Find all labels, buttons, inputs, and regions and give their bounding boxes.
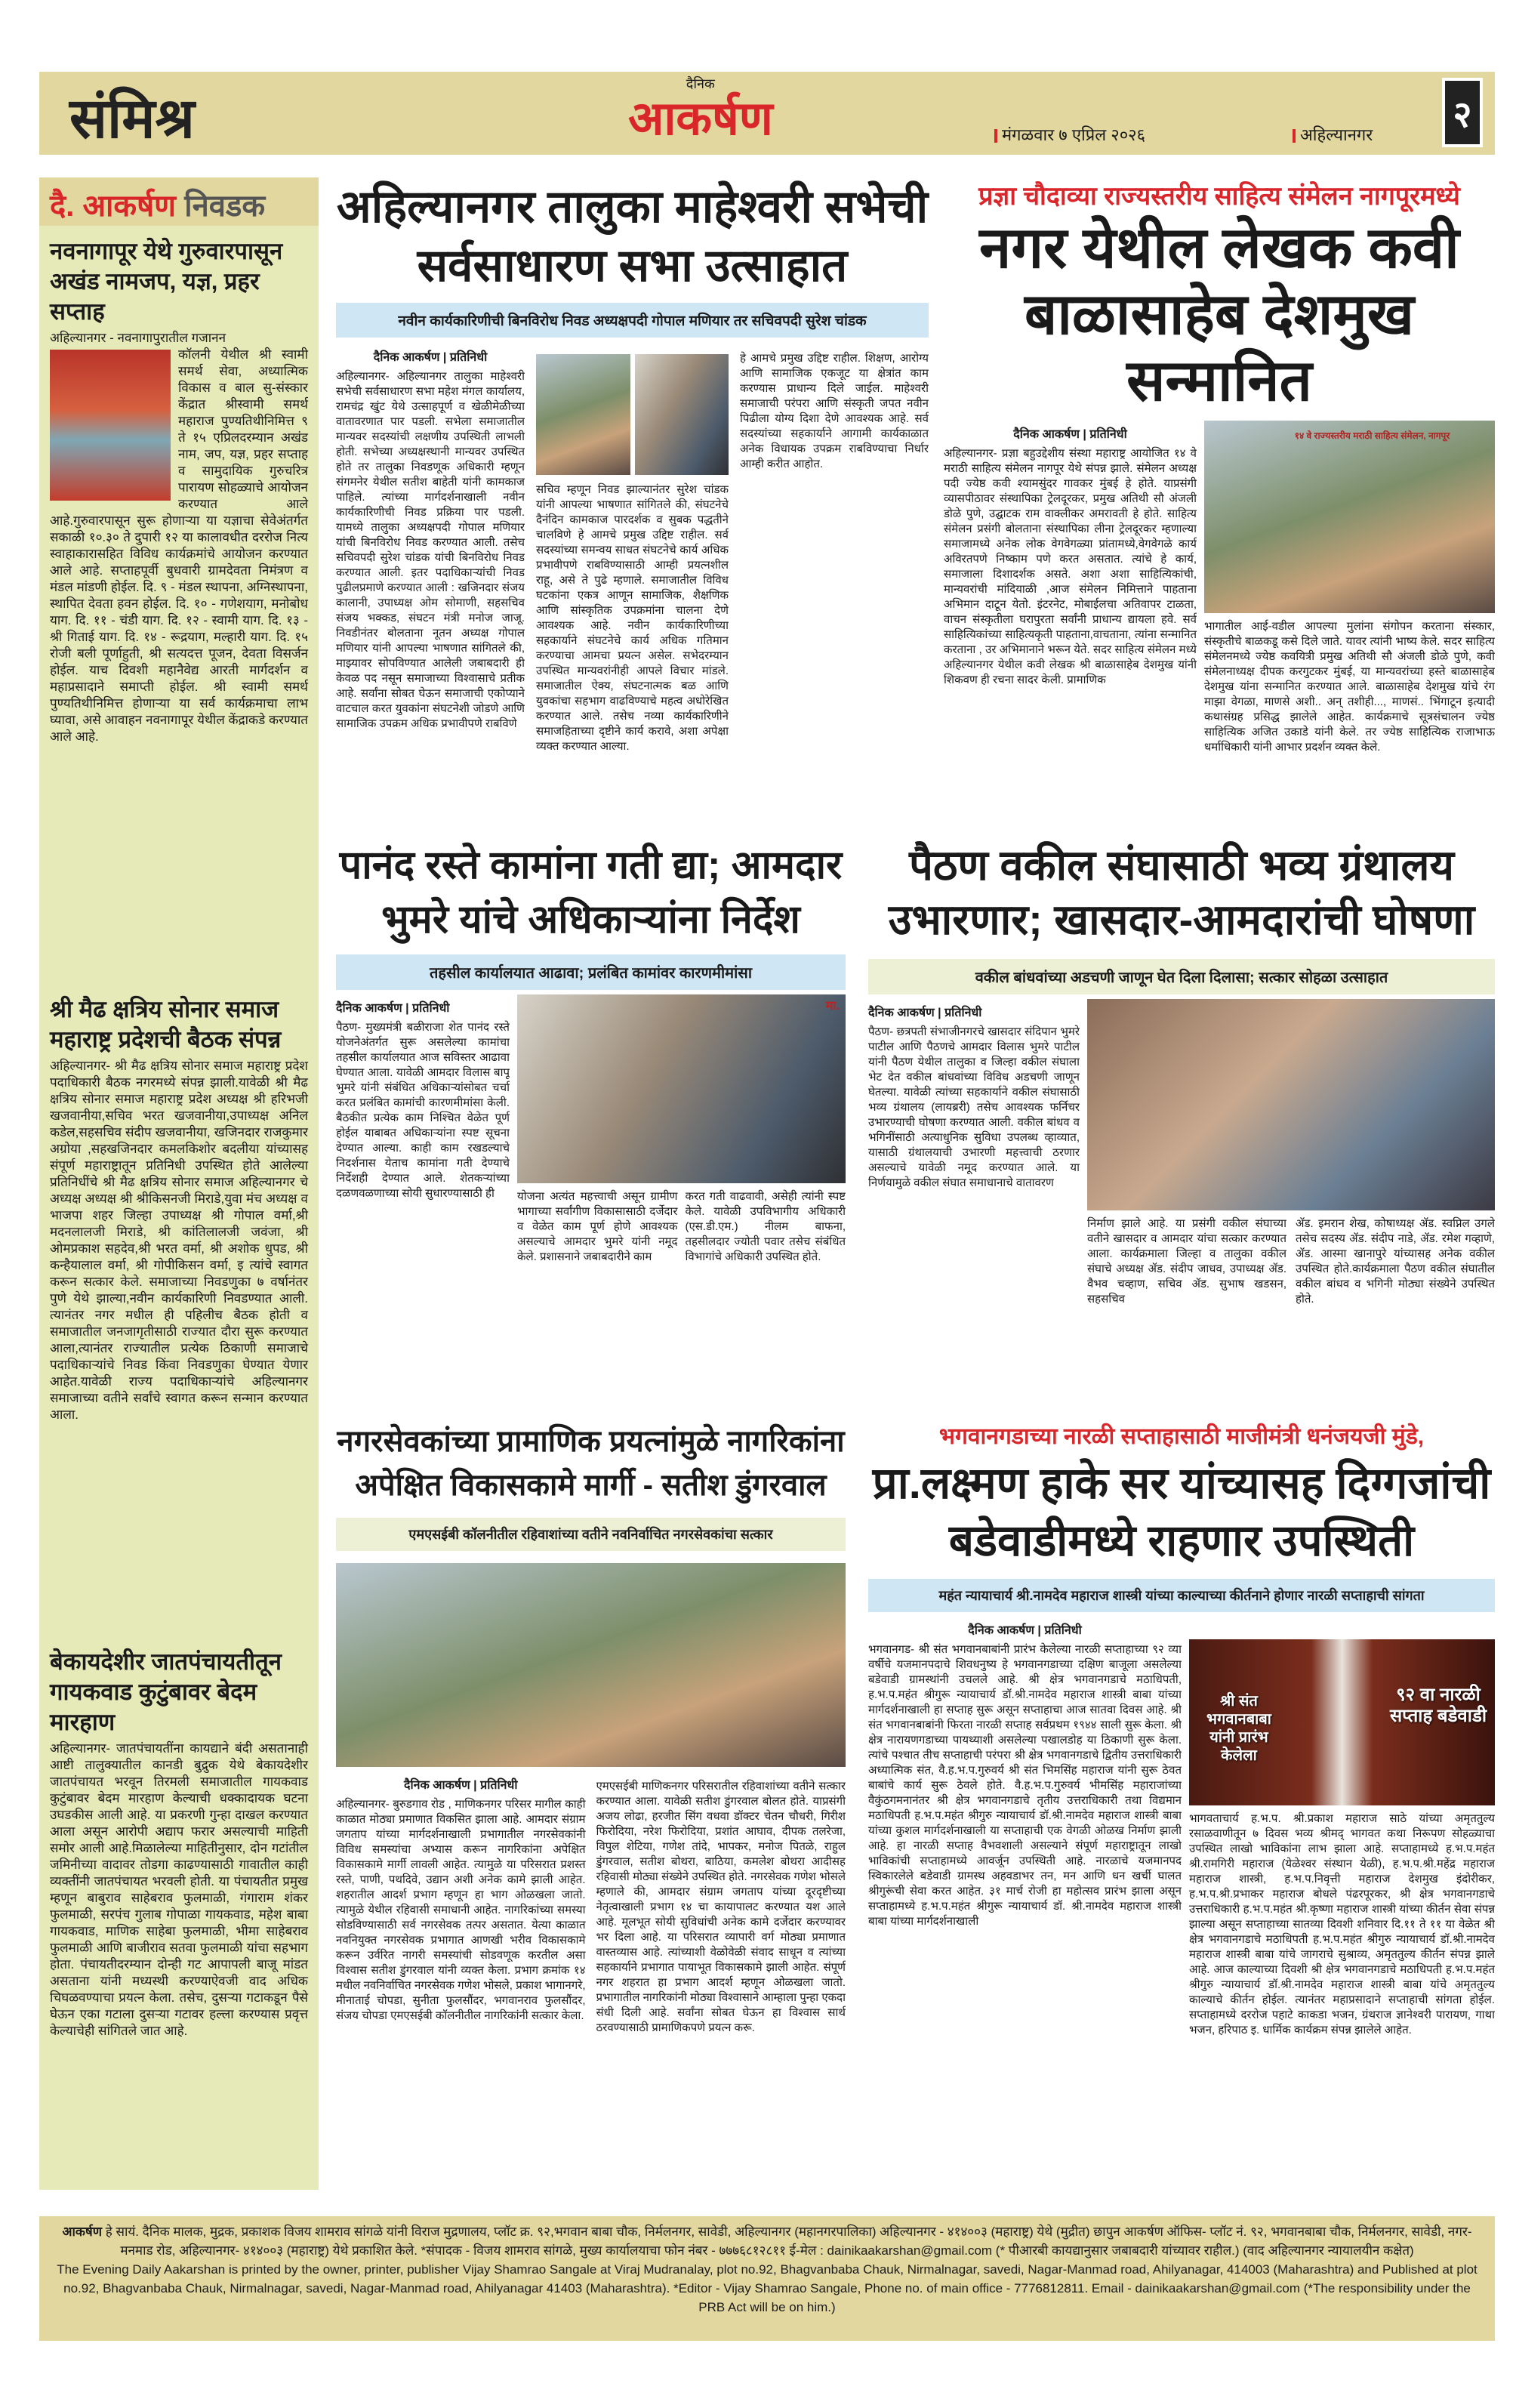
subheadline: तहसील कार्यालयात आढावा; प्रलंबित कामांवर कारणमीमांसा	[336, 954, 846, 990]
body-col-1: अहिल्यानगर- बुरुडगाव रोड , माणिकनगर परिसर मागील काही काळात मोठ्या प्रमाणात विकसित झाला आहे. आमदार संग्राम जगताप यांच्या मार्गदर्शनाखाली प्रभागातील नगरसेवकांनी विविध समस्यांचा अभ्यास करून नागरिकांना अपेक्षित विकासकामे मार्गी लावली आहेत. त्यामुळे या परिसरात प्रशस्त रस्ते, पाणी, पथदिवे, उद्यान अशी अनेक कामे झाली आहेत. शहरातील आदर्श प्रभाग म्हणून हा भाग ओळखला जातो. त्यामुळे येथील रहिवासी समाधानी आहेत. नागरिकांच्या समस्या सोडविण्यासाठी सर्व नगरसेवक तत्पर असतात. येत्या काळात नवनियुक्त नगरसेवक प्रभागात आणखी भरीव विकासकामे करून उर्वरित नागरी समस्यांची सोडवणूक करतील असा विश्वास सतीश डुंगरवाल यांनी व्यक्त केला. प्रभाग क्रमांक १४ मधील नवनिर्वाचित नगरसेवक गणेश भोसले, प्रकाश भागानगरे, मीनाताई चोपडा, सुनीता फुलसौंदर, भगवानराव फुलसौंदर, संजय चोपडा एमएसईबी कॉलनीतील नागरिकांनी सत्कार केला.	[336, 1798, 586, 2022]
headline: प्रा.लक्ष्मण हाके सर यांच्यासह दिग्गजांची बडेवाडीमध्ये राहणार उपस्थिती	[872, 1459, 1491, 1565]
article-paithan-vakil-sangh	[868, 838, 1495, 1397]
group-photo	[336, 1563, 846, 1767]
subheadline: नवीन कार्यकारिणीची बिनविरोध निवड अध्यक्षपदी गोपाल मणियार तर सचिवपदी सुरेश चांडक	[336, 303, 929, 338]
imprint-marathi-text: हे सायं. दैनिक मालक, मुद्रक, प्रकाशक विजय शामराव सांगळे यांनी विराज मुद्रणालय, प्लॉट क्र. ९२,भगवान बाबा चौक, निर्मलनगर, सावेडी, अहिल्यानगर (महानगरपालिका) अहिल्यानगर - ४१४००३ (महाराष्ट्र) येथे (मुद्रीत) छापुन आकर्षण ऑफिस- प्लॉट नं. ९२, भगवानबाबा चौक, निर्मलनगर, सावेडी, नगर-मनमाड रोड, अहिल्यानगर- ४१४००३ (महाराष्ट्र) येथे प्रकाशित केले. *संपादक - विजय शामराव सांगळे, मुख्य कार्यालयाचा फोन नंबर - ७७७६८१२८११ ई-मेल : dainikaakarshan@gmail.com (* पीआरबी कायद्यानुसार जबाबदारी यांच्यावर राहील.) (वाद अहिल्यानगर न्यायालयीन कक्षेत)	[105, 2225, 1472, 2258]
swami-samarth-photo	[50, 350, 171, 501]
byline: दैनिक आकर्षण | प्रतिनिधी	[336, 1002, 450, 1015]
logo-small: दैनिक	[686, 76, 715, 91]
imprint-marathi	[54, 2222, 1480, 2260]
article-lead: अहिल्यानगर - नवनागापुरातील गजानन	[50, 331, 226, 345]
body-col-2: भागवताचार्य ह.भ.प. श्री.प्रकाश महाराज साठे यांच्या अमृततुल्य रसाळवाणीतून ७ दिवस भव्य श्रीमद् भागवत कथा निरूपण सोहळ्याचा उपस्थित लाखो भाविकांना लाभ झाला आहे. सप्ताहामध्ये ह.भ.प.महंत श्री.रामगिरी महाराज (येळेश्वर संस्थान येळी), ह.भ.प.श्री.महेंद्र महाराज महाराज शास्त्री, ह.भ.प.निवृत्ती महाराज देशमुख इंदोरीकर, ह.भ.प.श्री.प्रभाकर महाराज बोधले पंढरपूरकर, श्री क्षेत्र भगवानगडाचे उत्तराधिकारी ह.भ.प.महंत श्री.कृष्णा महाराज शास्त्री यांच्या कीर्तन सेवा संपन्न झाल्या असून सप्ताहाच्या सातव्या दिवशी शनिवार दि.११ ते ११ या वेळेत श्री क्षेत्र भगवानगडाचे मठाधिपती ह.भ.प.महंत श्रीगुरु न्यायाचार्य डॉ.श्री.नामदेव महाराज शास्त्री बाबा यांचे जागराचे सुश्राव्य, अमृततुल्य कीर्तन संपन्न झाले आहे. आज काल्याच्या दिवशी श्री क्षेत्र भगवानगडाचे मठाधिपती ह.भ.प.महंत श्रीगुरु न्यायाचार्य डॉ.श्री.नामदेव महाराज शास्त्री बाबा यांचे अमृततुल्य काल्याचे कीर्तन होईल. त्यानंतर महाप्रसादाने सप्ताहाची सांगता होईल. सप्ताहामध्ये दररोज पहाटे काकडा भजन, ग्रंथराज ज्ञानेश्वरी पारायण, गाथा भजन, हरिपाठ इ. धार्मिक कार्यक्रम संपन्न झालेले आहेत.	[1189, 1812, 1495, 2036]
body-col-2: निर्माण झाले आहे. या प्रसंगी वकील संघाच्या वतीने खासदार व आमदार यांचा सत्कार करण्यात आला. कार्यक्रमाला जिल्हा व तालुका वकील संघाचे अध्यक्ष ॲड. संदीप जाधव, उपाध्यक्ष ॲड. वैभव चव्हाण, सचिव ॲड. सुभाष खडसन, सहसचिव	[1087, 1217, 1286, 1306]
body-col-3: हे आमचे प्रमुख उद्दिष्ट राहील. शिक्षण, आरोग्य आणि सामाजिक एकजूट या क्षेत्रांत काम करण्यास प्राधान्य दिले जाईल. माहेश्वरी समाजाची परंपरा आणि संस्कृती जपत नवीन पिढीला योग्य दिशा देणे आवश्यक आहे. सर्व सदस्यांच्या सहकार्याने आगामी कार्यकाळात अनेक विधायक उपक्रम राबविण्याचा निर्धार आम्ही करीत आहोत.	[740, 352, 929, 470]
bhagwanbaba-poster	[1189, 1639, 1495, 1805]
byline: दैनिक आकर्षण | प्रतिनिधी	[968, 1624, 1082, 1637]
article-navnagapur	[39, 327, 319, 984]
headline-jatpanchayat: बेकायदेशीर जातपंचायतीतून गायकवाड कुटुंबावर बेदम मारहाण	[50, 1648, 282, 1735]
edition-city	[1293, 123, 1373, 146]
newspaper-logo	[628, 75, 773, 146]
kicker: प्रज्ञा चौदाव्या राज्यस्तरीय साहित्य संमेलन नागपूरमध्ये	[978, 182, 1460, 211]
body-col-3: करत गती वाढवावी, असेही त्यांनी स्पष्ट केले. यावेळी उपविभागीय अधिकारी (एस.डी.एम.) नीलम बाफना, तहसीलदार ज्योती पवार तसेच संबंधित विभागांचे अधिकारी उपस्थित होते.	[685, 1190, 846, 1263]
issue-date	[994, 123, 1145, 146]
body-col-2: एमएसईबी माणिकनगर परिसरातील रहिवाशांच्या वतीने सत्कार करण्यात आला. यावेळी सतीश डुंगरवाल बोलत होते. याप्रसंगी अजय लोढा, हरजीत सिंग वधवा डॉक्टर चेतन चौधरी, गिरीश फिरोदिया, नरेश फिरोदिया, प्रशांत आघाव, दीपक तलरेजा, विपुल शेटिया, गणेश तांदे, भापकर, मनोज पितळे, राहुल डुंगरवाल, सतीश बोथरा, बाठिया, कमलेश बोथरा आदीसह रहिवासी मोठ्या संख्येने उपस्थित होते. नगरसेवक गणेश भोसले म्हणाले की, आमदार संग्राम जगताप यांच्या दूरदृष्टीच्या नेतृत्वाखाली प्रभाग १४ चा कायापालट करण्यात यश आले आहे. मूलभूत सोयी सुविधांची अनेक कामे दर्जेदार करण्यावर भर दिला आहे. या परिसरात व्यापारी वर्ग मोठ्या प्रमाणात वास्तव्यास आहे. त्यांच्याशी वेळोवेळी संवाद साधून व त्यांच्या सहकार्याने प्रभागात पायाभूत विकासकामे झाली आहेत. संपूर्ण नगर शहरात हा प्रभाग आदर्श म्हणून ओळखला जातो. प्रभागातील नागरिकांनी मोठ्या विश्वासाने आम्हाला पुन्हा एकदा संधी दिली आहे. सर्वांना सोबत घेऊन हा विश्वास सार्थ ठरवण्यासाठी प्रामाणिकपणे प्रयत्न करू.	[596, 1780, 846, 2034]
date-text: मंगळवार ७ एप्रिल २०२६	[1002, 125, 1146, 144]
article-panand-raste	[336, 838, 846, 1397]
byline: दैनिक आकर्षण | प्रतिनिधी	[868, 1007, 982, 1019]
imprint-footer	[39, 2216, 1495, 2341]
article-nagarsevak-satkar	[336, 1420, 846, 2190]
page-number: २	[1442, 78, 1483, 147]
body-col-2: भागातील आई-वडील आपल्या मुलांना संगोपन करताना संस्कार, संस्कृतीचे बाळकडू कसे दिले जाते. यावर त्यांनी भाष्य केले. सदर साहित्य संमेलनमध्ये ज्येष्ठ कवयित्री प्रमुख अतिथी सौ अंजली डोळे पुणे, कवी संमेलनाध्यक्ष दीपक करगुटकर मुंबई, या मान्यवरांच्या हस्ते बाळासाहेब देशमुख यांना सन्मानित करण्यात आले. बाळासाहेब देशमुख यांचे रंग माझा वेगळा, माणसे अशी.. अन् तशीही..., माणसं.. भिंगाटून इत्यादी कथासंग्रह प्रसिद्ध झालेले आहेत. कार्यक्रमाचे सूत्रसंचालन ज्येष्ठ साहित्यिक अजित उकाडे यांनी केले. तर ज्येष्ठ साहित्यिक राजाभाऊ धर्माधिकारी यांनी आभार प्रदर्शन व्यक्त केले.	[1204, 620, 1495, 754]
headline: अहिल्यानगर तालुका माहेश्वरी सभेची सर्वसाधारण सभा उत्साहात	[336, 181, 929, 291]
nivadak-column	[39, 177, 319, 2190]
subheadline: वकील बांधवांच्या अडचणी जाणून घेत दिला दिलासा; सत्कार सोहळा उत्साहात	[868, 959, 1495, 994]
logo-title: आकर्षण	[628, 93, 773, 145]
article-narali-saptah	[868, 1420, 1495, 2190]
band-red: दै. आकर्षण	[50, 190, 177, 223]
body-col-1: पैठण- छत्रपती संभाजीनगरचे खासदार संदिपान भुमरे पाटील आणि पैठणचे आमदार विलास भुमरे पाटील यांनी पैठण येथील तालुका व जिल्हा वकील संघाला भेट देत वकील बांधवांच्या विविध अडचणी जाणून घेतल्या. यावेळी त्यांच्या सहकार्याने वकील संघासाठी भव्य ग्रंथालय (लायब्ररी) तसेच आवश्यक फर्निचर उभारण्याची घोषणा करण्यात आली. वकील बांधव व भगिनींसाठी अत्याधुनिक सुविधा उपलब्ध व्हाव्यात, यासाठी ग्रंथालयाची उभारणी महत्त्वाची ठरणार असल्याचे यावेळी नमूद करण्यात आले. या निर्णयामुळे वकील संघात समाधानाचे वातावरण	[868, 1025, 1080, 1189]
masthead	[39, 72, 1495, 155]
sammelan-photo	[1204, 421, 1495, 613]
section-title: संमिश्र	[69, 87, 195, 150]
article-body: कॉलनी येथील श्री स्वामी समर्थ सेवा, अध्यात्मिक विकास व बाल सु-संस्कार केंद्रात श्रीस्वामी समर्थ महाराज पुण्यतिथीनिमित्त ९ ते १५ एप्रिलदरम्यान अखंड नाम, जप, यज्ञ, प्रहर सप्ताह व सामुदायिक गुरुचरित्र पारायण सोहळ्याचे आयोजन करण्यात आले आहे.गुरुवारपासून सुरू होणाऱ्या या यज्ञाचा सेवेअंतर्गत सकाळी १०.३० ते दुपारी १२ या कालावधीत दररोज नित्य स्वाहाकारासहित विविध कार्यक्रमांचे आयोजन करण्यात आले आहे. सप्ताहपूर्वी बुधवारी ग्रामदेवता निमंत्रण व मंडल मांडणी होईल. दि. ९ - मंडल स्थापना, अग्निस्थापना, स्थापित देवता हवन होईल. दि. १० - गणेशयाग, मनोबोध याग. दि. ११ - चंडी याग. दि. १२ - स्वामी याग. दि. १३ - श्री गिताई याग. दि. १४ - रूद्रयाग, मल्हारी याग. दि. १५ रोजी बली पूर्णाहुती, श्री सत्यदत्त पूजन, देवता विसर्जन होईल. याच दिवशी महानैवेद्य आरती मार्गदर्शन व महाप्रसादाने समाप्ती होईल. श्री स्वामी समर्थ पुण्यतिथीनिमित्त होणार्‍या या सर्व कार्यक्रमाचा लाभ घ्यावा, असे आवाहन नवनागापूर येथील केंद्राकडे करण्यात आले आहे.	[50, 347, 308, 744]
imprint-brand: आकर्षण	[62, 2225, 103, 2239]
headline-sonar-samaj: श्री मैढ क्षत्रिय सोनार समाज महाराष्ट्र प्रदेशची बैठक संपन्न	[50, 996, 282, 1053]
headline: नगरसेवकांच्या प्रामाणिक प्रयत्नांमुळे नागरिकांना अपेक्षित विकासकामे मार्गी - सतीश डुंगरवाल	[337, 1425, 845, 1502]
byline: दैनिक आकर्षण | प्रतिनिधी	[373, 351, 488, 364]
body-col-1: अहिल्यानगर- अहिल्यानगर तालुका माहेश्वरी सभेची सर्वसाधारण सभा महेश मंगल कार्यालय, रामचंद्र खुंट येथे उत्साहपूर्ण व खेळीमेळीच्या वातावरणात पार पडली. सभेला समाजातील मान्यवर सदस्यांची लक्षणीय उपस्थिती लाभली होती. सभेच्या अध्यक्षस्थानी मान्यवर उपस्थित होते तर तालुका निवडणूक अधिकारी म्हणून संगमनेर येथील सतीश बाहेती यांनी कामकाज पाहिले. त्यांच्या मार्गदर्शनाखाली नवीन कार्यकारिणीची निवड प्रक्रिया पार पडली. यामध्ये तालुका अध्यक्षपदी गोपाल मणियार यांची बिनविरोध निवड करण्यात आली. तसेच सचिवपदी सुरेश चांडक यांची बिनविरोध निवड करण्यात आली. इतर पदाधिकाऱ्यांची निवड पुढीलप्रमाणे करण्यात आली : खजिनदार संजय कालानी, उपाध्यक्ष ओम सोमाणी, सहसचिव संजय भक्कड, संघटन मंत्री मनोज जाजू. निवडीनंतर बोलताना नूतन अध्यक्ष गोपाल मणियार यांनी आपल्या भाषणात सांगितले की, माझ्यावर सोपविण्यात आलेली जबाबदारी ही केवळ पद नसून समाजाच्या विश्वासाचे प्रतीक आहे. सर्वांना सोबत घेऊन समाजाची एकोप्याने वाटचाल करत युवकांना संघटनेशी जोडणे आणि सामाजिक उपक्रम अधिक प्रभावीपणे राबविणे	[336, 370, 525, 730]
body-col-1: अहिल्यानगर- प्रज्ञा बहुउद्देशीय संस्था महाराष्ट्र आयोजित १४ वे मराठी साहित्य संमेलन नागपूर येथे संपन्न झाले. संमेलन अध्यक्ष पदी ज्येष्ठ कवी श्यामसुंदर गावकर मुंबई हे होते. याप्रसंगी व्यासपीठावर संस्थापिका ट्रेलदूरकर, प्रमुख अतिथी सौ अंजली डोळे पुणे, उद्घाटक राम वाक्लीकर अमरावती हे होते. साहित्य संमेलन प्रसंगी बोलताना संस्थापिका लीना ट्रेलदूरकर म्हणाल्या समाजामध्ये अनेक लोक वेगवेगळ्या प्रांतामध्ये,वेगवेगळे कार्य अविरतपणे निष्काम पणे करत असतात. त्यांचे हे कार्य, समाजाला दिशादर्शक असते. अशा अशा साहित्यिकांची, मान्यवरांची मांदियाळी ,आज संमेलन निमित्ताने पाहताना अभिमान दाटून येतो. इंटरनेट, मोबाईलचा अतिवापर टाळता, वाचन संस्कृतीला घरापुरता सर्वांनी प्राधान्य द्यायला हवे. सर्व साहित्यिकांच्या साहित्यकृती पाहताना,वाचताना, त्यांना सन्मानित करताना , उर अभिमानाने भरून येते. सदर साहित्य संमेलन मध्ये अहिल्यानगर येथील कवी लेखक श्री बाळासाहेब देशमुख यांनी शिकवण ही रचना सादर केली. प्रामाणिक	[944, 447, 1197, 686]
article-maheshwari	[336, 177, 929, 823]
headline-navnagapur: नवनागापूर येथे गुरुवारपासून अखंड नामजप, यज्ञ, प्रहर सप्ताह	[50, 238, 283, 325]
poster-caption-right: ९२ वा नारळी सप्ताह बडेवाडी	[1389, 1685, 1487, 1726]
city-text: अहिल्यानगर	[1300, 125, 1373, 144]
headline: नगर येथील लेखक कवी बाळासाहेब देशमुख सन्मानित	[979, 216, 1459, 413]
imprint-english: The Evening Daily Aakarshan is printed by the owner, printer, publisher Vijay Shamrao Sangale at Viraj Mudranalay, plot no.92, Bhagvanbaba Chauk, Nirmalnagar, savedi, Nagar-Manmad road, Ahilyanagar, 414003 (Maharashtra) and Published at plot no.92, Bhagvanbaba Chauk, Nirmalnagar, savedi, Nagar-Manmad road, Ahilyanagar 41403 (Maharashtra). *Editor - Vijay Shamrao Sangale, Phone no. of main office - 7776812811. Email - dainikaakarshan@gmail.com (*The responsibility under the PRB Act will be on him.)	[57, 2262, 1477, 2314]
portrait-suresh-chandak	[635, 354, 729, 475]
headline: पानंद रस्ते कामांना गती द्या; आमदार भुमरे यांचे अधिकाऱ्यांना निर्देश	[339, 843, 843, 942]
band-grey: निवडक	[184, 190, 266, 223]
byline: दैनिक आकर्षण | प्रतिनिधी	[404, 1779, 518, 1792]
review-meeting-photo	[517, 994, 846, 1183]
body-col-1: पैठण- मुख्यमंत्री बळीराजा शेत पानंद रस्ते योजनेअंतर्गत सुरू असलेल्या कामांचा तहसील कार्यालयात आज सविस्तर आढावा घेण्यात आला. यावेळी आमदार विलास बापू भुमरे यांनी संबंधित अधिकाऱ्यांसोबत चर्चा करत प्रलंबित कामांची कारणमीमांसा केली. बैठकीत प्रत्येक काम निश्चित वेळेत पूर्ण होईल याबाबत अधिकाऱ्यांना स्पष्ट सूचना देण्यात आल्या. काही काम रखडल्याचे निदर्शनास येताच कामांना गती देण्याचे निर्देशही देण्यात आले. शेतकऱ्यांच्या दळणवळणाच्या सोयी सुधारण्यासाठी ही	[336, 1021, 510, 1200]
poster-caption-left: श्री संत भगवानबाबा यांनी प्रारंभ केलेला	[1206, 1693, 1271, 1764]
subheadline: एमएसईबी कॉलनीतील रहिवाशांच्या वतीने नवनिर्वाचित नगरसेवकांचा सत्कार	[336, 1518, 846, 1551]
portrait-gopal-maniyar	[536, 354, 630, 475]
body-col-3: ॲड. इमरान शेख, कोषाध्यक्ष ॲड. स्वप्निल उगले तसेच सदस्य ॲड. संदीप नाडे, ॲड. रमेश गव्हाणे, ॲड. आस्मा खानापुरे यांच्यासह अनेक वकील उपस्थित होते.कार्यक्रमाला पैठण वकील संघातील वकील बांधव व भगिनी मोठ्या संख्येने उपस्थित होते.	[1296, 1217, 1495, 1306]
article-sonar-samaj: अहिल्यानगर- श्री मैढ क्षत्रिय सोनार समाज महाराष्ट्र प्रदेश पदाधिकारी बैठक नगरमध्ये संपन्न झाली.यावेळी श्री मैढ क्षत्रिय सोनार समाज महाराष्ट्र प्रदेश अध्यक्ष श्री हरिभजी खजवानीया,सचिव भरत खजवानीया,उपाध्यक्ष अनिल कडेल,सहसचिव संदीप खजवानीया, खजिनदार राजकुमार अग्रोया ,सहखजिनदार कमलकिशोर बदलीया यांच्यासह संपूर्ण महाराष्ट्रातून प्रतिनिधी उपस्थित होते आलेल्या प्रतिनिधींचे श्री मैढ क्षत्रिय सोनार समाज अहिल्यानगर चे अध्यक्ष अध्यक्ष श्री श्रीकिसनजी मिराडे,युवा मंच अध्यक्ष व भाजपा शहर जिल्हा उपाध्यक्ष श्री गोपाल वर्मा,श्री मदनलालजी मिराडे, श्री कांतिलालजी जवंजा, श्री ओमप्रकाश सहदेव,श्री भरत वर्मा, श्री अशोक धुपड, श्री कन्हैयालाल वर्मा, श्री गोपीकिसन वर्मा, इ त्यांचे स्वागत करून सत्कार केले. समाजाच्या निवडणुका ७ वर्षानंतर पुणे येथे झाल्या,नवीन कार्यकारिणी निवडण्यात आली. त्यानंतर नगर मधील ही पहिलीच बैठक होती व समाजातील जनजागृतीसाठी राज्यात दौरा सुरू करण्यात आला,त्यानंतर राज्यातील प्रत्येक ठिकाणी समाजाचे पदाधिकाऱ्यांचे निवड किंवा निवडणुका घेण्यात येणार आहेत.यावेळी राज्य पदाधिकाऱ्यांचे अहिल्यानगर समाजाच्या वतीने सर्वांचे स्वागत करून सन्मान करण्यात आला.	[50, 1059, 308, 1422]
body-col-2: सचिव म्हणून निवड झाल्यानंतर सुरेश चांडक यांनी आपल्या भाषणात सांगितले की, संघटनेचे दैनंदिन कामकाज पारदर्शक व सुबक पद्धतीने चालविणे हे आमचे प्रमुख उद्दिष्ट राहील. सर्व सदस्यांच्या समन्वय साधत संघटनेचे कार्य अधिक प्रभावीपणे राबविण्यासाठी आम्ही प्रयत्नशील राहू, असे ते पुढे म्हणाले. समाजातील विविध घटकांना एकत्र आणून सामाजिक, शैक्षणिक आणि सांस्कृतिक उपक्रमांना चालना देणे आवश्यक आहे. नवीन कार्यकारिणीच्या सहकार्याने संघटनेचे कार्य अधिक गतिमान करण्याचा आमचा प्रयत्न असेल. सभेदरम्यान उपस्थित मान्यवरांनीही आपले विचार मांडले. समाजातील ऐक्य, संघटनात्मक बळ आणि युवकांचा सहभाग वाढविण्याचे महत्व अधोरेखित करण्यात आले. तसेच नव्या कार्यकारिणीने समाजहिताच्या दृष्टीने कार्य करावे, अशा अपेक्षा व्यक्त करण्यात आल्या.	[536, 483, 729, 753]
body-col-1: भगवानगड- श्री संत भगवानबाबांनी प्रारंभ केलेल्या नारळी सप्ताहाच्या ९२ व्या वर्षीचे यजमानपदाचे शिवधनुष्य हे भगवानगडाच्या दक्षिण बाजूला असलेल्या बडेवाडी ग्रामस्थांनी उचलले आहे. श्री क्षेत्र भगवानगडाचे मठाधिपती, ह.भ.प.महंत श्रीगुरू न्यायाचार्य डॉ.श्री.नामदेव महाराज शास्त्री बाबा यांच्या मार्गदर्शनाखाली हा सप्ताह सुरू असून सप्ताहाचा आज सातवा दिवस आहे. श्री संत भगवानबाबांनी फिरता नारळी सप्ताह सर्वप्रथम १९४४ साली सुरू केला. श्री क्षेत्र नारायणगडाच्या पायथ्याशी असलेल्या पखालडोह या ठिकाणी सुरू केला. त्यांचे पश्चात तीच सप्ताहाची परंपरा श्री क्षेत्र भगवानगडाचे द्वितीय उत्तराधिकारी अध्यात्मिक संत, वै.ह.भ.प.गुरुवर्य श्री संत भिमसिंह महाराज यांनी सुरू ठेवत बाबांचे कार्य सुरू ठेवले होते. वै.ह.भ.प.गुरुवर्य भीमसिंह महाराजांच्या वैकुंठगमनानंतर श्री क्षेत्र भगवानगडाचे तृतीय उत्तराधिकारी तथा विद्यमान मठाधिपती ह.भ.प.महंत श्रीगुरु न्यायाचार्य डॉ.श्री.नामदेव महाराज शास्त्री बाबा यांच्या कुशल मार्गदर्शनाखाली या सप्ताहाची एक वेगळी ओळख निर्माण झाली आहे. हा नारळी सप्ताह वैभवशाली असल्याने संपूर्ण महाराष्ट्रातून लाखो भाविकांची सप्ताहामध्ये आवर्जून उपस्थिती आहे. नारळाचे यजमानपद स्विकारलेले बडेवाडी ग्रामस्थ अहवडाभर तन, मन आणि धन खर्ची घालत श्रीगुरूंची सेवा करत आहेत. ३१ मार्च रोजी हा महोत्सव प्रारंभ झाला असून सप्ताहामध्ये ह.भ.प.महंत श्रीगुरू न्यायाचार्य डॉ. श्री.नामदेव महाराज शास्त्री बाबा यांच्या मार्गदर्शनाखाली	[868, 1643, 1182, 1928]
photo-tag: मा.	[825, 1000, 840, 1013]
column-header	[39, 177, 319, 226]
headline: पैठण वकील संघासाठी भव्य ग्रंथालय उभारणार; खासदार-आमदारांची घोषणा	[888, 841, 1475, 943]
article-sahitya-sammelan	[944, 177, 1495, 823]
byline: दैनिक आकर्षण | प्रतिनिधी	[1013, 428, 1127, 441]
felicitation-photo	[1087, 999, 1495, 1210]
body-col-2: योजना अत्यंत महत्त्वाची असून ग्रामीण भागाच्या सर्वांगीण विकासासाठी दर्जेदार व वेळेत काम पूर्ण होणे आवश्यक असल्याचे आमदार भुमरे यांनी नमूद केले. प्रशासनाने जबाबदारीने काम	[517, 1190, 678, 1263]
article-jatpanchayat: अहिल्यानगर- जातपंचायतींना कायद्याने बंदी असतानाही आष्टी तालुक्यातील कानडी बुद्रुक येथे बेकायदेशीर जातपंचायत भरवून तिरमली समाजातील गायकवाड कुटुंबावर बेदम मारहाण केल्याची धक्कादायक घटना उघडकीस आली आहे. या प्रकरणी गुन्हा दाखल करण्यात आला असून आरोपी अद्याप फरार असल्याची माहिती समोर आली आहे.मिळालेल्या माहितीनुसार, दोन गटांतील जमिनीच्या वादावर तोडगा काढण्यासाठी गावातील काही व्यक्तींनी जातपंचायत भरवली होती. या पंचायतीत प्रमुख म्हणून बाबुराव साहेबराव फुलमाळी, गंगाराम शंकर फुलमाळी, सरपंच गुलाब गोपाळा गायकवाड, महेश बाबा गायकवाड, माणिक साहेबा फुलमाळी, भीमा साहेबराव फुलमाळी आणि बाजीराव सतवा फुलमाळी यांचा सहभाग होता. पंचायतीदरम्यान दोन्ही गट आपापली बाजू मांडत असताना यांनी मध्यस्थी करण्याऐवजी वाद अधिक चिघळवण्याचा प्रयत्न केला. तसेच, दुसऱ्या गटाकडून पैसे घेऊन एका गटाला दुसऱ्या गटावर हल्ला करण्यास प्रवृत्त केल्याचेही सांगितले जात आहे.	[50, 1741, 308, 2038]
kicker: भगवानगडाच्या नारळी सप्ताहासाठी माजीमंत्री धनंजयजी मुंडे,	[938, 1424, 1425, 1449]
photo-banner-text: १४ वे राज्यस्तरीय मराठी साहित्य संमेलन, नागपूर	[1294, 430, 1450, 441]
subheadline: महंत न्यायाचार्य श्री.नामदेव महाराज शास्त्री यांच्या काल्याच्या कीर्तनाने होणार नारळी सप्ताहाची सांगता	[868, 1579, 1495, 1612]
